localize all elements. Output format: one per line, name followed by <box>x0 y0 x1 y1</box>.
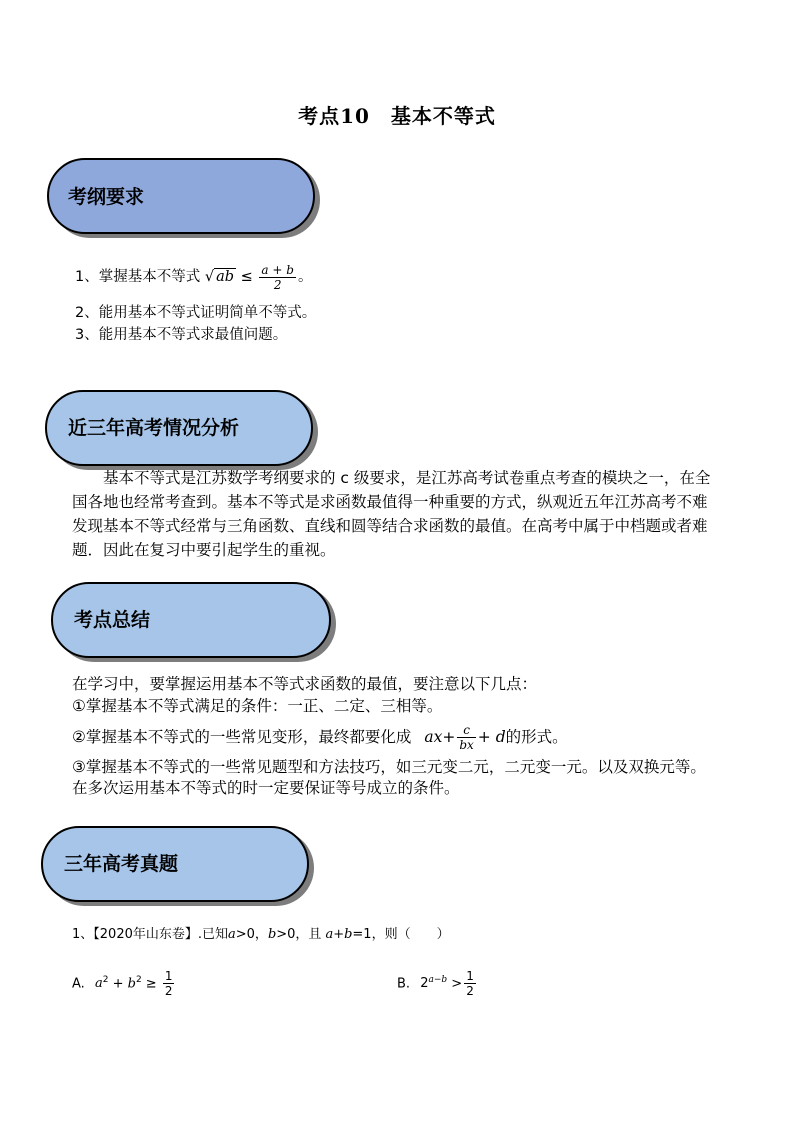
fraction-one-half-a: $\frac{1}{2}$ <box>164 969 173 999</box>
question-1-option-a: A. $a^2 + b^2$ ≥ $\frac{1}{2}$ <box>72 969 173 999</box>
analysis-paragraph: 基本不等式是江苏数学考纲要求的 c 级要求，是江苏高考试卷重点考查的模块之一，在全 国各地也经常考查到。基本不等式是求函数最值得一种重要的方式，纵观近五年江苏高考不难 发现基本不等式经常与三角函数、直线和圆等结合求函数的最值。在高考中属于中档题或者难 题．因此在复习中要引起学生的重视。 <box>72 469 711 559</box>
summary-point-2: ②掌握基本不等式的一些常见变形，最终都要化成 ax+ $\frac{c}{bx}$ + d的形式。 <box>72 723 568 752</box>
fraction-one-half-b: $\frac{1}{2}$ <box>466 969 474 999</box>
section-title-exam-questions: 三年高考真题 <box>64 853 179 875</box>
section-title-analysis: 近三年高考情况分析 <box>68 417 240 439</box>
summary-point-3-line-2: 在多次运用基本不等式的时一定要保证等号成立的条件。 <box>72 779 460 797</box>
syllabus-item-2: 2、能用基本不等式证明简单不等式。 <box>75 305 317 321</box>
section-title-syllabus: 考纲要求 <box>68 186 145 208</box>
question-1-stem: 1、【2020年山东卷】.已知a>0，b>0，且 a+b=1，则（ ） <box>72 927 450 942</box>
summary-point-1: ①掌握基本不等式满足的条件：一正、二定、三相等。 <box>72 697 443 715</box>
summary-intro: 在学习中，要掌握运用基本不等式求函数的最值，要注意以下几点： <box>72 675 538 693</box>
page-title: 考点10 基本不等式 <box>298 104 496 128</box>
section-title-summary: 考点总结 <box>74 609 151 631</box>
question-1-option-b: B. $2^{a-b}$ > $\frac{1}{2}$ <box>397 969 474 999</box>
sqrt-symbol: √ ab <box>204 269 235 285</box>
fraction-c-over-bx: $\frac{c}{bx}$ <box>459 723 474 752</box>
fraction-a-plus-b-over-2: $\frac{a + b}{2}$ <box>261 262 294 292</box>
summary-point-3-line-1: ③掌握基本不等式的一些常见题型和方法技巧，如三元变二元，二元变一元。以及双换元等。 <box>72 758 706 776</box>
syllabus-item-3: 3、能用基本不等式求最值问题。 <box>75 327 288 343</box>
syllabus-item-1: 1、掌握基本不等式 √ ab ≤ $\frac{a + b}{2}$ 。 <box>75 262 313 292</box>
